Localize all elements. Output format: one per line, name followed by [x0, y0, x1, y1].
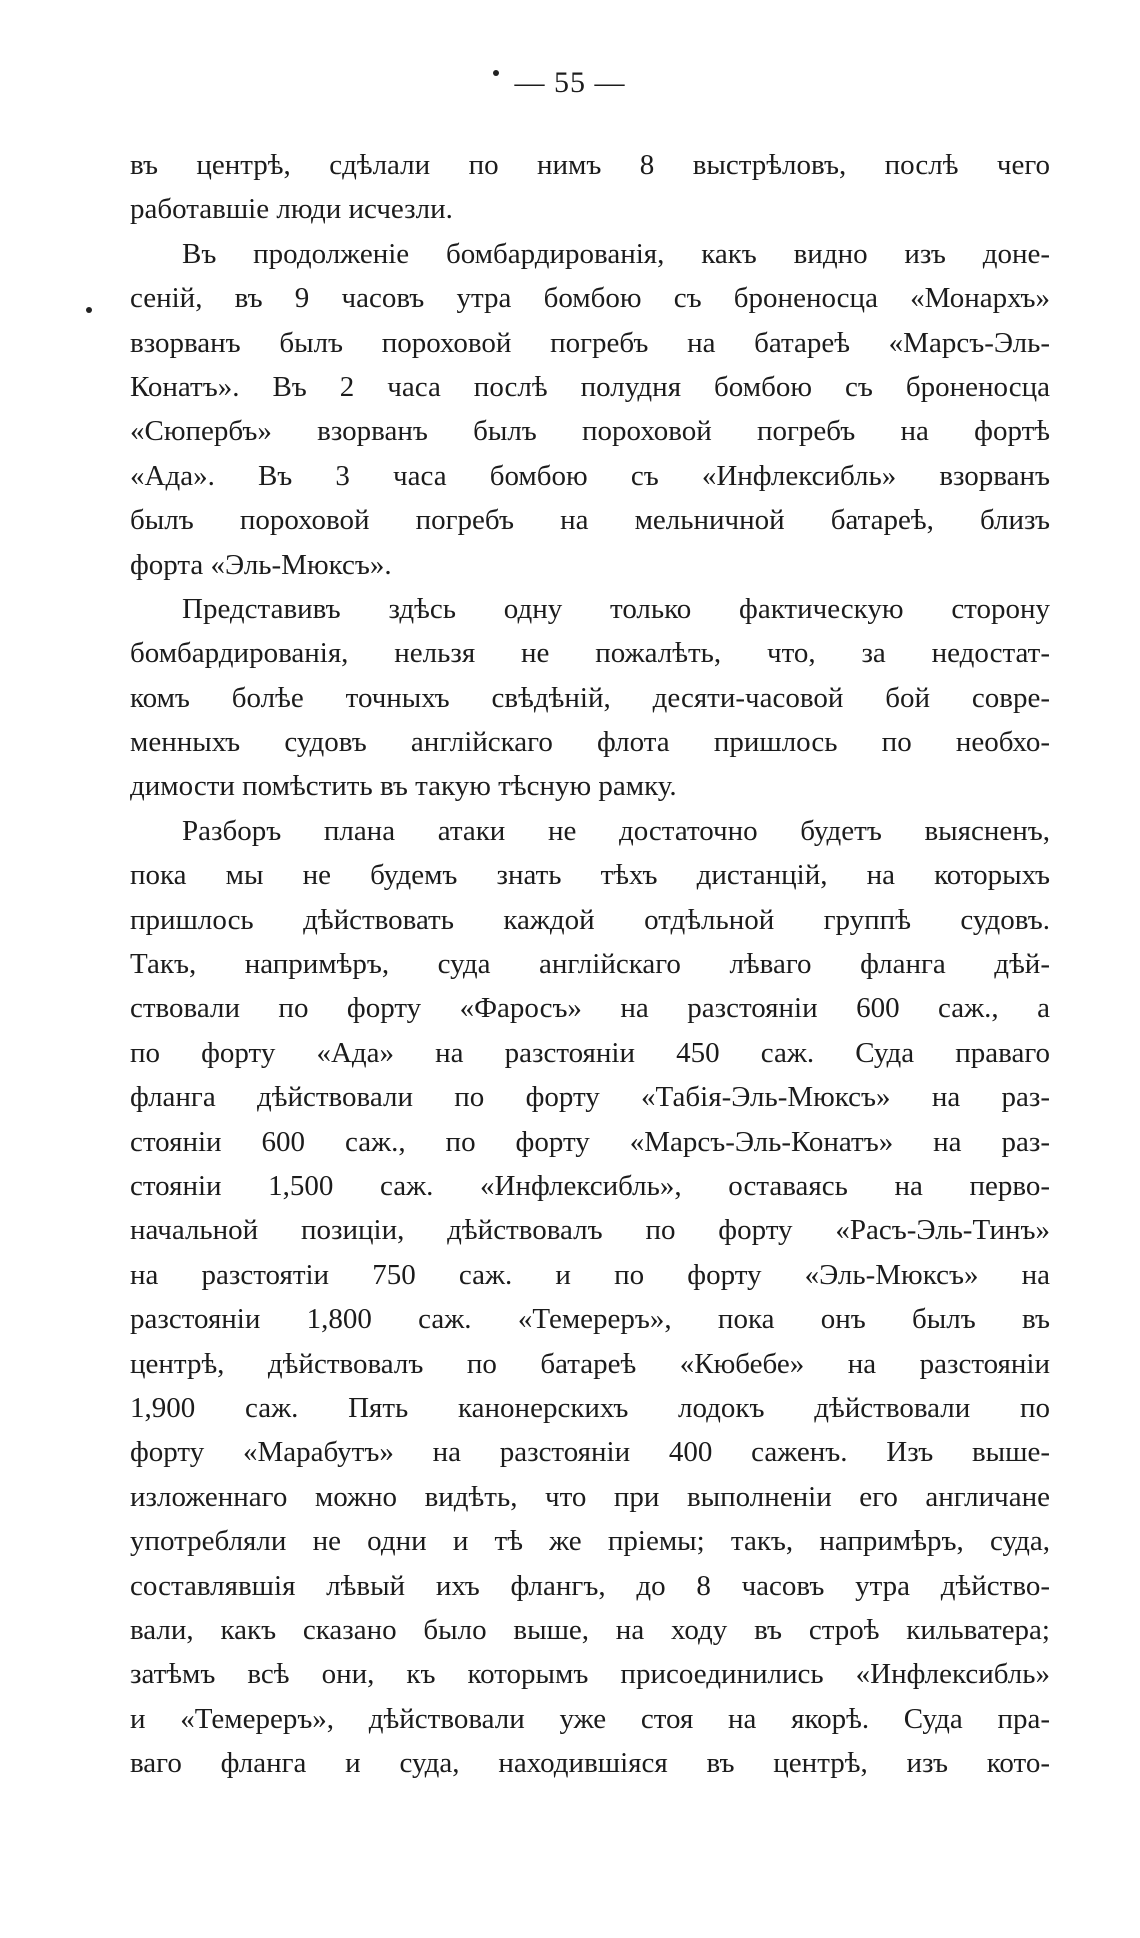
text-line: 1,900 саж. Пять канонерскихъ лодокъ дѣйствовали по	[130, 1391, 1050, 1424]
text-line: менныхъ судовъ англійскаго флота пришлось по необхо-	[130, 726, 1050, 759]
text-line: стояніи 600 саж., по форту «Марсъ-Эль-Конатъ» на раз-	[130, 1125, 1050, 1158]
text-line: Конатъ». Въ 2 часа послѣ полудня бомбою съ броненосца	[130, 370, 1050, 403]
paragraph	[130, 232, 1050, 587]
text-line: на разстоятіи 750 саж. и по форту «Эль-Мюксъ» на	[130, 1258, 1050, 1291]
text-line: сеній, въ 9 часовъ утра бомбою съ броненосца «Монархъ»	[130, 282, 1050, 315]
text-line: «Ада». Въ 3 часа бомбою съ «Инфлексибль» взорванъ	[130, 459, 1050, 492]
text-line: разстояніи 1,800 саж. «Темереръ», пока онъ былъ въ	[130, 1303, 1050, 1336]
text-line: взорванъ былъ пороховой погребъ на батареѣ «Марсъ-Эль-	[130, 326, 1050, 359]
text-line: работавшіе люди исчезли.	[130, 193, 453, 226]
text-line: затѣмъ всѣ они, къ которымъ присоединились «Инфлексибль»	[130, 1658, 1050, 1691]
paragraph	[130, 809, 1050, 1786]
text-line: начальной позиціи, дѣйствовалъ по форту «Расъ-Эль-Тинъ»	[130, 1214, 1050, 1247]
text-line: пришлось дѣйствовать каждой отдѣльной группѣ судовъ.	[130, 903, 1050, 936]
text-line: изложеннаго можно видѣть, что при выполненіи его англичане	[130, 1480, 1050, 1513]
text-line: употребляли не одни и тѣ же пріемы; такъ, напримѣръ, суда,	[130, 1525, 1050, 1558]
text-line: ваго фланга и суда, находившіяся въ центрѣ, изъ кото-	[130, 1747, 1050, 1780]
text-line: форта «Эль-Мюксъ».	[130, 548, 392, 581]
text-line: составлявшія лѣвый ихъ флангъ, до 8 часовъ утра дѣйство-	[130, 1569, 1050, 1602]
text-line: пока мы не будемъ знать тѣхъ дистанцій, на которыхъ	[130, 859, 1050, 892]
text-line: и «Темереръ», дѣйствовали уже стоя на якорѣ. Суда пра-	[130, 1702, 1050, 1735]
text-line: былъ пороховой погребъ на мельничной батареѣ, близъ	[130, 504, 1050, 537]
text-line: въ центрѣ, сдѣлали по нимъ 8 выстрѣловъ, послѣ чего	[130, 149, 1050, 181]
text-line: вали, какъ сказано было выше, на ходу въ строѣ кильватера;	[130, 1613, 1050, 1646]
text-line: «Сюпербъ» взорванъ былъ пороховой погребъ на фортѣ	[130, 415, 1050, 448]
text-line: Разборъ плана атаки не достаточно будетъ выясненъ,	[182, 814, 1050, 847]
body-text	[130, 143, 1050, 1785]
text-line: Такъ, напримѣръ, суда англійскаго лѣваго фланга дѣй-	[130, 948, 1050, 981]
text-line: бомбардированія, нельзя не пожалѣть, что, за недостат-	[130, 637, 1050, 670]
page-number: — 55 —	[514, 66, 626, 99]
text-line: комъ болѣе точныхъ свѣдѣній, десяти-часовой бой совре-	[130, 681, 1050, 714]
paragraph	[130, 587, 1050, 809]
text-line: стояніи 1,500 саж. «Инфлексибль», оставаясь на перво-	[130, 1169, 1050, 1202]
text-line: по форту «Ада» на разстояніи 450 саж. Суда праваго	[130, 1036, 1050, 1069]
text-line: димости помѣстить въ такую тѣсную рамку.	[130, 770, 677, 803]
text-line: форту «Марабутъ» на разстояніи 400 саженъ. Изъ выше-	[130, 1436, 1050, 1469]
ink-speck	[86, 307, 92, 313]
text-line: центрѣ, дѣйствовалъ по батареѣ «Кюбебе» на разстояніи	[130, 1347, 1050, 1380]
text-line: Представивъ здѣсь одну только фактическую сторону	[182, 592, 1050, 625]
paragraph	[130, 143, 1050, 232]
text-line: ствовали по форту «Фаросъ» на разстояніи 600 саж., а	[130, 992, 1050, 1025]
text-line: Въ продолженіе бомбардированія, какъ видно изъ доне-	[182, 237, 1050, 270]
text-line: фланга дѣйствовали по форту «Табія-Эль-Мюксъ» на раз-	[130, 1081, 1050, 1114]
